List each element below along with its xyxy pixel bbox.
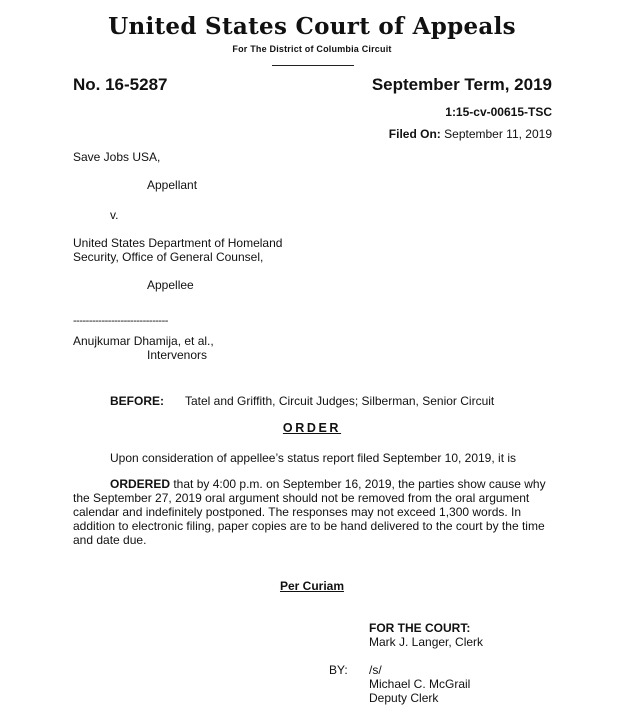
order-heading: ORDER (282, 421, 342, 435)
district-case-number: 1:15-cv-00615-TSC (445, 105, 552, 119)
ordered-paragraph (73, 477, 555, 547)
deputy-name: Michael C. McGrail (369, 677, 471, 691)
consideration-paragraph: Upon consideration of appellee’s status report filed September 10, 2019, it is (110, 451, 517, 465)
appellee-role: Appellee (147, 278, 194, 292)
circuit-text: For The District of Columbia Circuit (232, 44, 392, 54)
ordered-text: that by 4:00 p.m. on September 16, 2019, the parties show cause why the September 27, 2019 oral argument should not be removed from the oral argument calendar and indefinitely postponed. The responses may not exceed 1,300 words. In addition to electronic filing, paper copies are to be hand delivered to the court by the time and date due. (73, 477, 546, 547)
filed-on (389, 127, 552, 141)
appellant-name: Save Jobs USA, (73, 150, 161, 164)
circuit-name (0, 44, 624, 54)
docket-number: No. 16-5287 (73, 75, 168, 94)
appellee-line-1: United States Department of Homeland (73, 236, 283, 250)
deputy-title: Deputy Clerk (369, 691, 439, 705)
ordered-label: ORDERED (110, 477, 171, 491)
intervenor-role: Intervenors (147, 348, 208, 362)
before-label: BEFORE: (110, 394, 164, 408)
per-curiam: Per Curiam (279, 579, 345, 593)
signature-mark: /s/ (369, 663, 382, 677)
for-the-court: FOR THE COURT: (369, 621, 471, 635)
filed-label: Filed On: (388, 127, 441, 141)
filed-date: September 11, 2019 (444, 127, 552, 141)
by-label: BY: (329, 663, 348, 677)
intervenor-name: Anujkumar Dhamija, et al., (73, 334, 214, 348)
appellee-line-2: Security, Office of General Counsel, (73, 250, 264, 264)
versus: v. (110, 208, 119, 222)
caption-separator: ------------------------------ (73, 315, 168, 327)
header-rule (272, 65, 354, 66)
panel-judges: Tatel and Griffith, Circuit Judges; Silberman, Senior Circuit (185, 394, 495, 408)
term: September Term, 2019 (371, 75, 552, 94)
appellant-role: Appellant (147, 178, 198, 192)
court-name: United States Court of Appeals (108, 13, 516, 40)
clerk-name: Mark J. Langer, Clerk (369, 635, 484, 649)
